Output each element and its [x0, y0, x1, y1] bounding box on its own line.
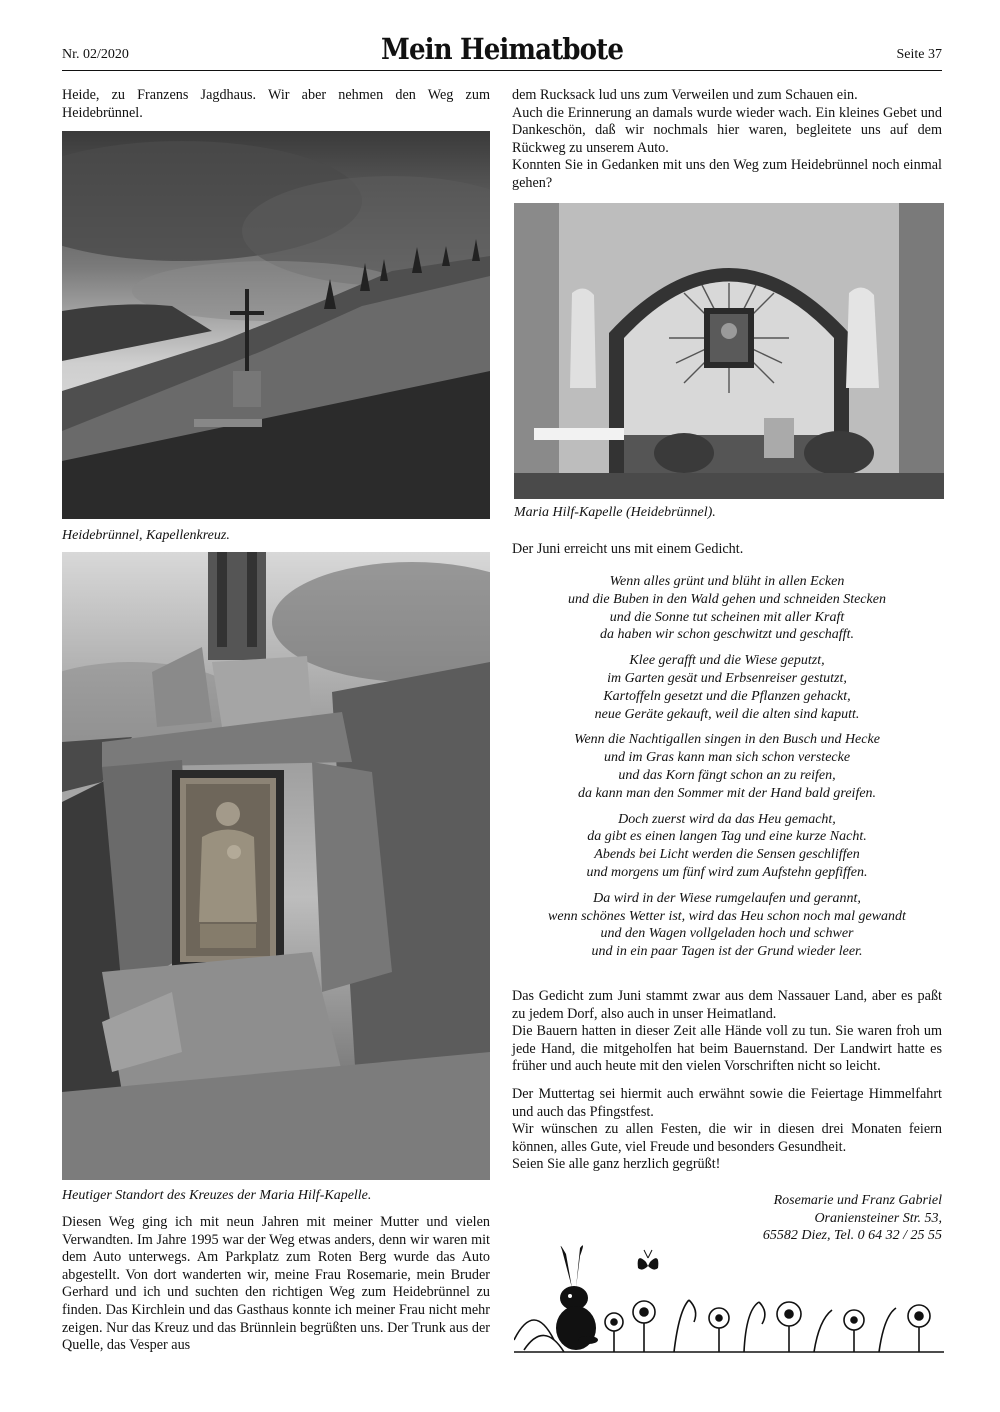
poem-line: und den Wagen vollgeladen hoch und schwer: [600, 926, 854, 942]
issue-number: Nr. 02/2020: [62, 47, 129, 62]
poem-stanza: [512, 731, 942, 802]
continuation-line: dem Rucksack lud uns zum Verweilen und zum Schauen ein.: [512, 87, 858, 103]
poem-line: Kartoffeln gesetzt und die Pflanzen gehackt,: [603, 688, 851, 704]
poem-line: und morgens um fünf wird zum Aufstehn gepfiffen.: [586, 864, 868, 880]
butterfly-icon: [638, 1250, 659, 1270]
poem-line: und das Korn fängt schon an zu reifen,: [618, 767, 836, 783]
photo1-caption: Heidebrünnel, Kapellenkreuz.: [62, 528, 230, 543]
signature-block: [763, 1192, 942, 1245]
right-after-poem: [512, 988, 942, 1174]
poem-stanza: [512, 652, 942, 723]
poem-line: neue Geräte gekauft, weil die alten sind kaputt.: [594, 706, 860, 722]
wishes-paragraph: Wir wünschen zu allen Festen, die wir in diesen drei Monaten feiern können, alles Gute, viel Freude und besonders Gesundheit.: [512, 1121, 942, 1155]
poem-line: Klee gerafft und die Wiese geputzt,: [629, 653, 825, 669]
poem-line: und im Gras kann man sich schon verstecke: [603, 750, 851, 766]
poem-stanza: [512, 811, 942, 882]
photo3-caption: Maria Hilf-Kapelle (Heidebrünnel).: [514, 505, 716, 520]
signature-street: Oraniensteiner Str. 53,: [814, 1210, 942, 1226]
poem-line: Doch zuerst wird da das Heu gemacht,: [618, 811, 836, 827]
rabbit-icon: [556, 1245, 598, 1350]
poem-intro-text: Der Juni erreicht uns mit einem Gedicht.: [512, 541, 744, 557]
photo-field-cross: [62, 131, 490, 519]
signature-city: 65582 Diez, Tel. 0 64 32 / 25 55: [762, 1228, 942, 1244]
poem-line: und die Sonne tut scheinen mit aller Kraft: [609, 609, 845, 625]
photo2-caption: Heutiger Standort des Kreuzes der Maria Hilf-Kapelle.: [62, 1188, 372, 1203]
continuation-question: Konnten Sie in Gedanken mit uns den Weg zum Heidebrünnel noch einmal gehen?: [512, 157, 942, 191]
poem-line: wenn schönes Wetter ist, wird das Heu schon noch mal gewandt: [548, 908, 906, 924]
poem-line: Abends bei Licht werden die Sensen geschliffen: [594, 847, 860, 863]
poem-line: da gibt es einen langen Tag und eine kurze Nacht.: [587, 829, 867, 845]
poem-line: und die Buben in den Wald gehen und schneiden Stecken: [568, 591, 886, 607]
header-rule: [62, 70, 942, 71]
flower-border-art: [514, 1240, 944, 1355]
flower-border: [514, 1240, 944, 1355]
right-continuation: [512, 87, 942, 193]
poem-intro: [512, 541, 942, 559]
holidays-paragraph: Der Muttertag sei hiermit auch erwähnt sowie die Feiertage Himmelfahrt und auch das Pfingstfest.: [512, 1085, 942, 1120]
poem-line: Wenn alles grünt und blüht in allen Ecken: [609, 574, 845, 589]
masthead-title: Mein Heimatbote: [380, 32, 624, 66]
poem-stanza: [512, 890, 942, 961]
intro-text: Heide, zu Franzens Jagdhaus. Wir aber nehmen den Weg zum Heidebrünnel.: [62, 87, 490, 121]
poem-line: da kann man den Sommer mit der Hand bald greifen.: [577, 785, 877, 801]
farmers-paragraph: Die Bauern hatten in dieser Zeit alle Hände voll zu tun. Sie waren froh um jede Hand, die mitgeholfen hat beim Bauernstand. Der Landwirt hatte es früher und auch heute mit den vielen Vorschriften nicht so leicht.: [512, 1023, 942, 1075]
poem-line: Wenn die Nachtigallen singen in den Busch und Hecke: [574, 732, 880, 748]
greeting-line: Seien Sie alle ganz herzlich gegrüßt!: [512, 1156, 721, 1173]
poem-stanza: [512, 573, 942, 644]
story-text: Diesen Weg ging ich mit neun Jahren mit meiner Mutter und vielen Verwandten. Im Jahre 1995 war der Weg etwas anders, denn wir waren mit dem Auto unterwegs. Am Parkplatz zum Roten Berg wurde das Auto abgestellt. Von dort wanderten wir, meine Frau Rosemarie, mein Bruder Gerhard und ich und suchten den richtigen Weg zum Heidebrünnel zu finden. Das Kirchlein und das Gasthaus konnte ich meiner Frau nicht mehr zeigen. Nur das Kreuz und das Brünnlein begrüßten uns. Der Trunk aus der Quelle, das Vesper aus: [62, 1214, 490, 1354]
left-intro: [62, 87, 490, 122]
after-poem-paragraph: Das Gedicht zum Juni stammt zwar aus dem Nassauer Land, aber es paßt zu jedem Dorf, also auch in unser Heimatland.: [512, 988, 942, 1022]
poem-line: im Garten gesät und Erbsenreiser gestutzt,: [607, 670, 847, 686]
page-number: Seite 37: [896, 47, 942, 62]
page-header: [62, 32, 942, 78]
photo-chapel-interior: [514, 203, 944, 499]
photo-cross-stone: [62, 552, 490, 1180]
signature-name: Rosemarie und Franz Gabriel: [773, 1193, 942, 1208]
left-story: [62, 1214, 490, 1355]
poem-line: da haben wir schon geschwitzt und geschafft.: [600, 627, 854, 643]
continuation-paragraph: Auch die Erinnerung an damals wurde wieder wach. Ein kleines Gebet und Dankeschön, daß wir nochmals hier waren, begleitete uns auf dem Rückweg zu unserem Auto.: [512, 104, 942, 156]
poem: [512, 573, 942, 969]
poem-line: und in ein paar Tagen ist der Grund wieder leer.: [591, 944, 863, 960]
poem-line: Da wird in der Wiese rumgelaufen und gerannt,: [593, 890, 861, 906]
